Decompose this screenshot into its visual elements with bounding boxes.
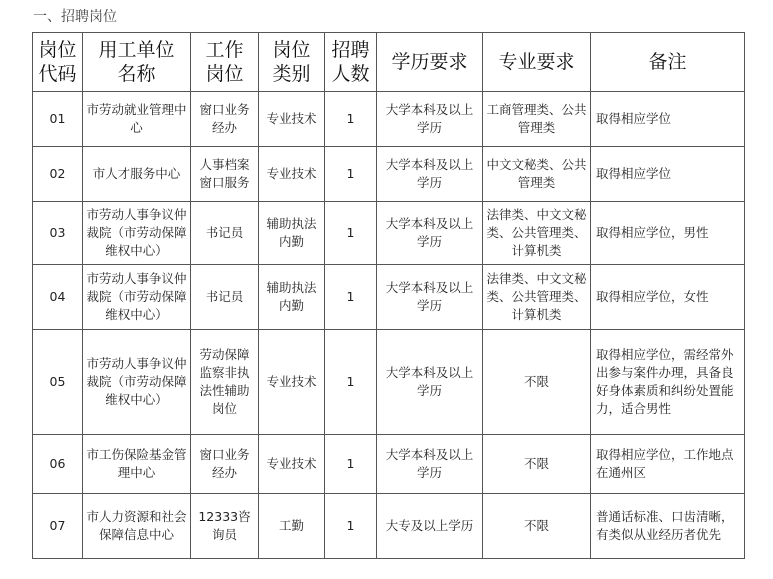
- cell-note: 取得相应学位: [591, 92, 745, 147]
- cell-code: 06: [33, 435, 83, 494]
- cell-count: 1: [325, 494, 377, 559]
- cell-unit: 市劳动就业管理中心: [83, 92, 191, 147]
- cell-post: 书记员: [191, 265, 259, 330]
- cell-education: 大学本科及以上学历: [377, 92, 483, 147]
- header-note: 备注: [591, 33, 745, 92]
- cell-major: 不限: [483, 435, 591, 494]
- section-title: 一、招聘岗位: [33, 9, 117, 25]
- cell-major: 不限: [483, 494, 591, 559]
- cell-count: 1: [325, 202, 377, 265]
- header-post: 工作 岗位: [191, 33, 259, 92]
- header-unit: 用工单位 名称: [83, 33, 191, 92]
- cell-major: 工商管理类、公共管理类: [483, 92, 591, 147]
- cell-code: 01: [33, 92, 83, 147]
- cell-major: 不限: [483, 330, 591, 435]
- cell-code: 04: [33, 265, 83, 330]
- cell-category: 专业技术: [259, 147, 325, 202]
- cell-code: 02: [33, 147, 83, 202]
- header-row: [33, 33, 745, 92]
- cell-post: 人事档案窗口服务: [191, 147, 259, 202]
- table-row: [33, 92, 745, 147]
- table-row: [33, 265, 745, 330]
- cell-code: 05: [33, 330, 83, 435]
- cell-major: 中文文秘类、公共管理类: [483, 147, 591, 202]
- header-major: 专业要求: [483, 33, 591, 92]
- cell-unit: 市劳动人事争议仲裁院（市劳动保障维权中心）: [83, 330, 191, 435]
- cell-post: 12333咨询员: [191, 494, 259, 559]
- cell-category: 专业技术: [259, 330, 325, 435]
- table-row: [33, 202, 745, 265]
- cell-category: 辅助执法内勤: [259, 265, 325, 330]
- cell-post: 劳动保障监察非执法性辅助岗位: [191, 330, 259, 435]
- cell-unit: 市人力资源和社会保障信息中心: [83, 494, 191, 559]
- cell-unit: 市劳动人事争议仲裁院（市劳动保障维权中心）: [83, 265, 191, 330]
- table-row: [33, 435, 745, 494]
- cell-category: 专业技术: [259, 92, 325, 147]
- cell-education: 大学本科及以上学历: [377, 435, 483, 494]
- cell-post: 书记员: [191, 202, 259, 265]
- cell-count: 1: [325, 330, 377, 435]
- cell-note: 取得相应学位，工作地点在通州区: [591, 435, 745, 494]
- cell-post: 窗口业务经办: [191, 92, 259, 147]
- cell-major: 法律类、中文文秘类、公共管理类、计算机类: [483, 265, 591, 330]
- cell-unit: 市劳动人事争议仲裁院（市劳动保障维权中心）: [83, 202, 191, 265]
- cell-note: 普通话标准、口齿清晰，有类似从业经历者优先: [591, 494, 745, 559]
- cell-major: 法律类、中文文秘类、公共管理类、计算机类: [483, 202, 591, 265]
- cell-code: 03: [33, 202, 83, 265]
- cell-education: 大专及以上学历: [377, 494, 483, 559]
- cell-count: 1: [325, 265, 377, 330]
- table-row: [33, 330, 745, 435]
- table-row: [33, 147, 745, 202]
- cell-category: 辅助执法内勤: [259, 202, 325, 265]
- header-category: 岗位 类别: [259, 33, 325, 92]
- cell-unit: 市人才服务中心: [83, 147, 191, 202]
- cell-note: 取得相应学位，需经常外出参与案件办理，具备良好身体素质和纠纷处置能力，适合男性: [591, 330, 745, 435]
- cell-count: 1: [325, 147, 377, 202]
- cell-category: 工勤: [259, 494, 325, 559]
- cell-note: 取得相应学位，男性: [591, 202, 745, 265]
- header-education: 学历要求: [377, 33, 483, 92]
- cell-education: 大学本科及以上学历: [377, 202, 483, 265]
- cell-education: 大学本科及以上学历: [377, 330, 483, 435]
- header-count: 招聘 人数: [325, 33, 377, 92]
- cell-code: 07: [33, 494, 83, 559]
- cell-count: 1: [325, 435, 377, 494]
- cell-post: 窗口业务经办: [191, 435, 259, 494]
- cell-note: 取得相应学位: [591, 147, 745, 202]
- cell-unit: 市工伤保险基金管理中心: [83, 435, 191, 494]
- recruitment-table: [32, 32, 745, 559]
- cell-count: 1: [325, 92, 377, 147]
- cell-education: 大学本科及以上学历: [377, 265, 483, 330]
- cell-education: 大学本科及以上学历: [377, 147, 483, 202]
- header-code: 岗位 代码: [33, 33, 83, 92]
- cell-note: 取得相应学位，女性: [591, 265, 745, 330]
- table-row: [33, 494, 745, 559]
- cell-category: 专业技术: [259, 435, 325, 494]
